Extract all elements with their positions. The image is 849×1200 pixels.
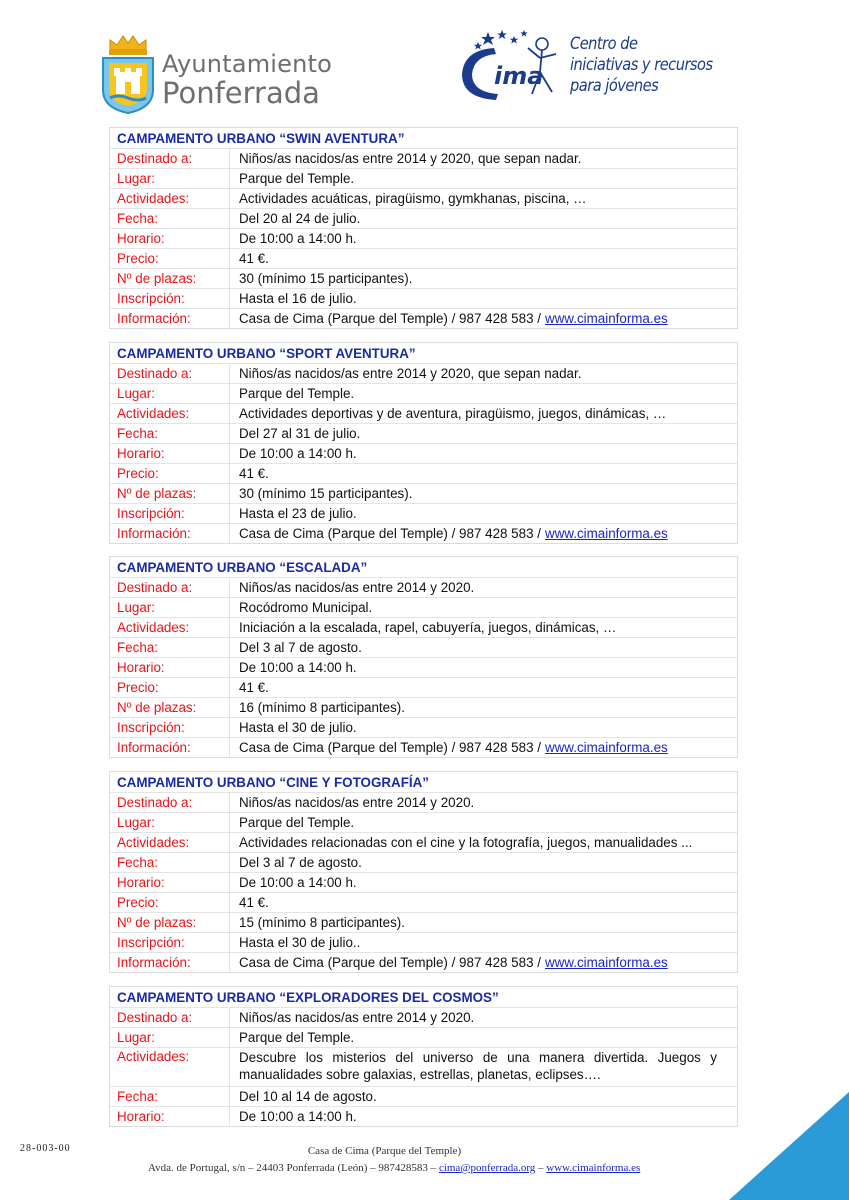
camp-row-plazas — [110, 268, 737, 288]
field-label-informacion: Información: — [110, 309, 230, 328]
camp-row-plazas — [110, 483, 737, 503]
camp-row-plazas — [110, 697, 737, 717]
cima-line-3: para jóvenes — [570, 76, 659, 96]
field-value-plazas: 30 (mínimo 15 participantes). — [239, 271, 413, 286]
field-value-lugar: Parque del Temple. — [239, 171, 355, 186]
camp-block — [109, 556, 738, 758]
footer-address-title: Casa de Cima (Parque del Temple) — [307, 1145, 462, 1157]
field-value-destinado: Niños/as nacidos/as entre 2014 y 2020. — [239, 795, 475, 810]
camp-row-lugar — [110, 383, 737, 403]
footer-website-link[interactable]: www.cimainforma.es — [546, 1162, 641, 1174]
field-label-lugar: Lugar: — [110, 169, 230, 188]
field-label-fecha: Fecha: — [110, 424, 230, 443]
field-value-informacion — [230, 309, 668, 328]
camp-row-horario — [110, 657, 737, 677]
camp-title: CAMPAMENTO URBANO “CINE Y FOTOGRAFÍA” — [117, 774, 429, 790]
field-label-lugar: Lugar: — [110, 598, 230, 617]
camp-row-informacion — [110, 952, 737, 972]
field-label-horario: Horario: — [110, 1107, 230, 1126]
field-value-fecha: Del 3 al 7 de agosto. — [239, 855, 362, 870]
info-text: Casa de Cima (Parque del Temple) / 987 428 583 / — [239, 311, 541, 326]
field-value-inscripcion: Hasta el 23 de julio. — [239, 506, 357, 521]
field-value-lugar: Parque del Temple. — [239, 1030, 355, 1045]
field-value-plazas: 15 (mínimo 8 participantes). — [239, 915, 405, 930]
field-label-destinado: Destinado a: — [110, 364, 230, 383]
camp-row-informacion — [110, 308, 737, 328]
camp-row-lugar — [110, 812, 737, 832]
field-label-actividades: Actividades: — [110, 189, 230, 208]
camp-row-fecha — [110, 208, 737, 228]
camp-row-informacion — [110, 737, 737, 757]
field-label-inscripcion: Inscripción: — [110, 933, 230, 952]
field-value-actividades: Descubre los misterios del universo de una manera divertida. Juegos y manualidades sobre galaxias, estrellas, planetas, eclipses…. — [239, 1050, 717, 1082]
field-label-horario: Horario: — [110, 444, 230, 463]
camp-row-destinado — [110, 1007, 737, 1027]
camp-row-lugar — [110, 597, 737, 617]
field-value-actividades: Actividades deportivas y de aventura, piragüismo, juegos, dinámicas, … — [239, 406, 667, 421]
field-label-destinado: Destinado a: — [110, 149, 230, 168]
field-value-fecha: Del 10 al 14 de agosto. — [239, 1089, 377, 1104]
camp-row-inscripcion — [110, 717, 737, 737]
camp-row-actividades — [110, 188, 737, 208]
page-header — [0, 0, 849, 120]
field-label-fecha: Fecha: — [110, 638, 230, 657]
ponferrada-crest-icon — [100, 28, 156, 114]
field-value-lugar: Rocódromo Municipal. — [239, 600, 373, 615]
field-value-fecha: Del 20 al 24 de julio. — [239, 211, 361, 226]
camp-row-inscripcion — [110, 503, 737, 523]
camp-row-destinado — [110, 577, 737, 597]
field-value-actividades: Actividades relacionadas con el cine y la fotografía, juegos, manualidades ... — [239, 835, 693, 850]
camp-row-inscripcion — [110, 932, 737, 952]
camp-row-horario — [110, 872, 737, 892]
camp-row-precio — [110, 677, 737, 697]
footer-contact-line — [148, 1162, 640, 1174]
field-value-inscripcion: Hasta el 30 de julio. — [239, 720, 357, 735]
svg-text:ima: ima — [494, 62, 544, 90]
cima-logo — [458, 28, 728, 108]
field-label-actividades: Actividades: — [110, 833, 230, 852]
field-value-lugar: Parque del Temple. — [239, 386, 355, 401]
website-link[interactable]: www.cimainforma.es — [544, 526, 668, 541]
field-label-precio: Precio: — [110, 893, 230, 912]
camp-row-destinado — [110, 792, 737, 812]
field-label-lugar: Lugar: — [110, 384, 230, 403]
field-label-horario: Horario: — [110, 873, 230, 892]
corner-triangle-decoration — [729, 1092, 849, 1200]
field-value-horario: De 10:00 a 14:00 h. — [239, 875, 357, 890]
brand-line-1: Ayuntamiento — [162, 50, 333, 78]
cima-line-1: Centro de — [570, 34, 638, 54]
field-value-plazas: 16 (mínimo 8 participantes). — [239, 700, 405, 715]
field-label-destinado: Destinado a: — [110, 793, 230, 812]
field-label-actividades: Actividades: — [110, 404, 230, 423]
ayuntamiento-logo — [100, 28, 333, 116]
field-label-lugar: Lugar: — [110, 813, 230, 832]
website-link[interactable]: www.cimainforma.es — [544, 311, 668, 326]
camp-row-precio — [110, 892, 737, 912]
camp-row-precio — [110, 463, 737, 483]
field-label-precio: Precio: — [110, 249, 230, 268]
field-label-informacion: Información: — [110, 738, 230, 757]
field-label-plazas: Nº de plazas: — [110, 484, 230, 503]
field-value-precio: 41 €. — [239, 895, 269, 910]
field-label-destinado: Destinado a: — [110, 578, 230, 597]
camp-row-destinado — [110, 148, 737, 168]
camp-block — [109, 127, 738, 329]
website-link[interactable]: www.cimainforma.es — [544, 740, 668, 755]
camp-block — [109, 771, 738, 973]
camp-title: CAMPAMENTO URBANO “ESCALADA” — [117, 559, 368, 575]
brand-line-2: Ponferrada — [162, 76, 320, 110]
camp-title: CAMPAMENTO URBANO “SWIN AVENTURA” — [117, 130, 405, 146]
field-label-actividades: Actividades: — [110, 618, 230, 637]
field-label-informacion: Información: — [110, 953, 230, 972]
field-value-horario: De 10:00 a 14:00 h. — [239, 660, 357, 675]
field-value-informacion — [230, 524, 668, 543]
camp-row-horario — [110, 228, 737, 248]
field-value-fecha: Del 3 al 7 de agosto. — [239, 640, 362, 655]
footer-separator: – — [538, 1162, 544, 1174]
camp-row-horario — [110, 1106, 737, 1126]
camp-title: CAMPAMENTO URBANO “SPORT AVENTURA” — [117, 345, 416, 361]
field-value-precio: 41 €. — [239, 466, 269, 481]
field-value-plazas: 30 (mínimo 15 participantes). — [239, 486, 413, 501]
field-label-inscripcion: Inscripción: — [110, 289, 230, 308]
footer-address: Avda. de Portugal, s/n – 24403 Ponferrada (León) – 987428583 – — [148, 1162, 437, 1174]
field-value-horario: De 10:00 a 14:00 h. — [239, 231, 357, 246]
camp-row-actividades — [110, 403, 737, 423]
cima-tagline — [570, 34, 713, 97]
field-value-actividades: Actividades acuáticas, piragüismo, gymkhanas, piscina, … — [239, 191, 587, 206]
camp-row-actividades — [110, 1047, 737, 1086]
camp-row-plazas — [110, 912, 737, 932]
cima-line-2: iniciativas y recursos — [570, 55, 713, 75]
field-label-plazas: Nº de plazas: — [110, 269, 230, 288]
document-code: 28-003-00 — [20, 1143, 71, 1154]
field-label-fecha: Fecha: — [110, 853, 230, 872]
info-text: Casa de Cima (Parque del Temple) / 987 428 583 / — [239, 526, 541, 541]
camp-block — [109, 342, 738, 544]
field-value-inscripcion: Hasta el 30 de julio.. — [239, 935, 361, 950]
field-value-lugar: Parque del Temple. — [239, 815, 355, 830]
field-label-precio: Precio: — [110, 678, 230, 697]
info-text: Casa de Cima (Parque del Temple) / 987 428 583 / — [239, 740, 541, 755]
camp-row-horario — [110, 443, 737, 463]
field-label-fecha: Fecha: — [110, 1087, 230, 1106]
field-label-fecha: Fecha: — [110, 209, 230, 228]
camp-row-actividades — [110, 832, 737, 852]
field-value-destinado: Niños/as nacidos/as entre 2014 y 2020. — [239, 580, 475, 595]
field-label-destinado: Destinado a: — [110, 1008, 230, 1027]
camp-row-destinado — [110, 363, 737, 383]
website-link[interactable]: www.cimainforma.es — [544, 955, 668, 970]
field-label-inscripcion: Inscripción: — [110, 718, 230, 737]
field-value-destinado: Niños/as nacidos/as entre 2014 y 2020, que sepan nadar. — [239, 151, 582, 166]
field-value-inscripcion: Hasta el 16 de julio. — [239, 291, 357, 306]
field-value-precio: 41 €. — [239, 251, 269, 266]
camp-row-fecha — [110, 1086, 737, 1106]
field-value-precio: 41 €. — [239, 680, 269, 695]
field-value-informacion — [230, 738, 668, 757]
camp-row-lugar — [110, 168, 737, 188]
field-label-horario: Horario: — [110, 229, 230, 248]
camp-row-precio — [110, 248, 737, 268]
field-value-horario: De 10:00 a 14:00 h. — [239, 1109, 357, 1124]
camp-title: CAMPAMENTO URBANO “EXPLORADORES DEL COSMOS” — [117, 989, 499, 1005]
camp-block — [109, 986, 738, 1127]
field-value-destinado: Niños/as nacidos/as entre 2014 y 2020, que sepan nadar. — [239, 366, 582, 381]
field-label-lugar: Lugar: — [110, 1028, 230, 1047]
camp-row-fecha — [110, 852, 737, 872]
field-label-inscripcion: Inscripción: — [110, 504, 230, 523]
field-label-plazas: Nº de plazas: — [110, 698, 230, 717]
field-label-precio: Precio: — [110, 464, 230, 483]
camp-row-lugar — [110, 1027, 737, 1047]
camp-row-actividades — [110, 617, 737, 637]
camp-row-fecha — [110, 423, 737, 443]
camp-row-inscripcion — [110, 288, 737, 308]
field-value-horario: De 10:00 a 14:00 h. — [239, 446, 357, 461]
field-value-destinado: Niños/as nacidos/as entre 2014 y 2020. — [239, 1010, 475, 1025]
field-label-actividades: Actividades: — [110, 1048, 230, 1086]
footer-email-link[interactable]: cima@ponferrada.org — [438, 1162, 536, 1174]
field-label-informacion: Información: — [110, 524, 230, 543]
field-value-informacion — [230, 953, 668, 972]
camp-row-informacion — [110, 523, 737, 543]
camp-row-fecha — [110, 637, 737, 657]
cima-mark-icon — [458, 28, 566, 106]
field-label-horario: Horario: — [110, 658, 230, 677]
field-value-fecha: Del 27 al 31 de julio. — [239, 426, 361, 441]
field-label-plazas: Nº de plazas: — [110, 913, 230, 932]
field-value-actividades: Iniciación a la escalada, rapel, cabuyería, juegos, dinámicas, … — [239, 620, 617, 635]
info-text: Casa de Cima (Parque del Temple) / 987 428 583 / — [239, 955, 541, 970]
